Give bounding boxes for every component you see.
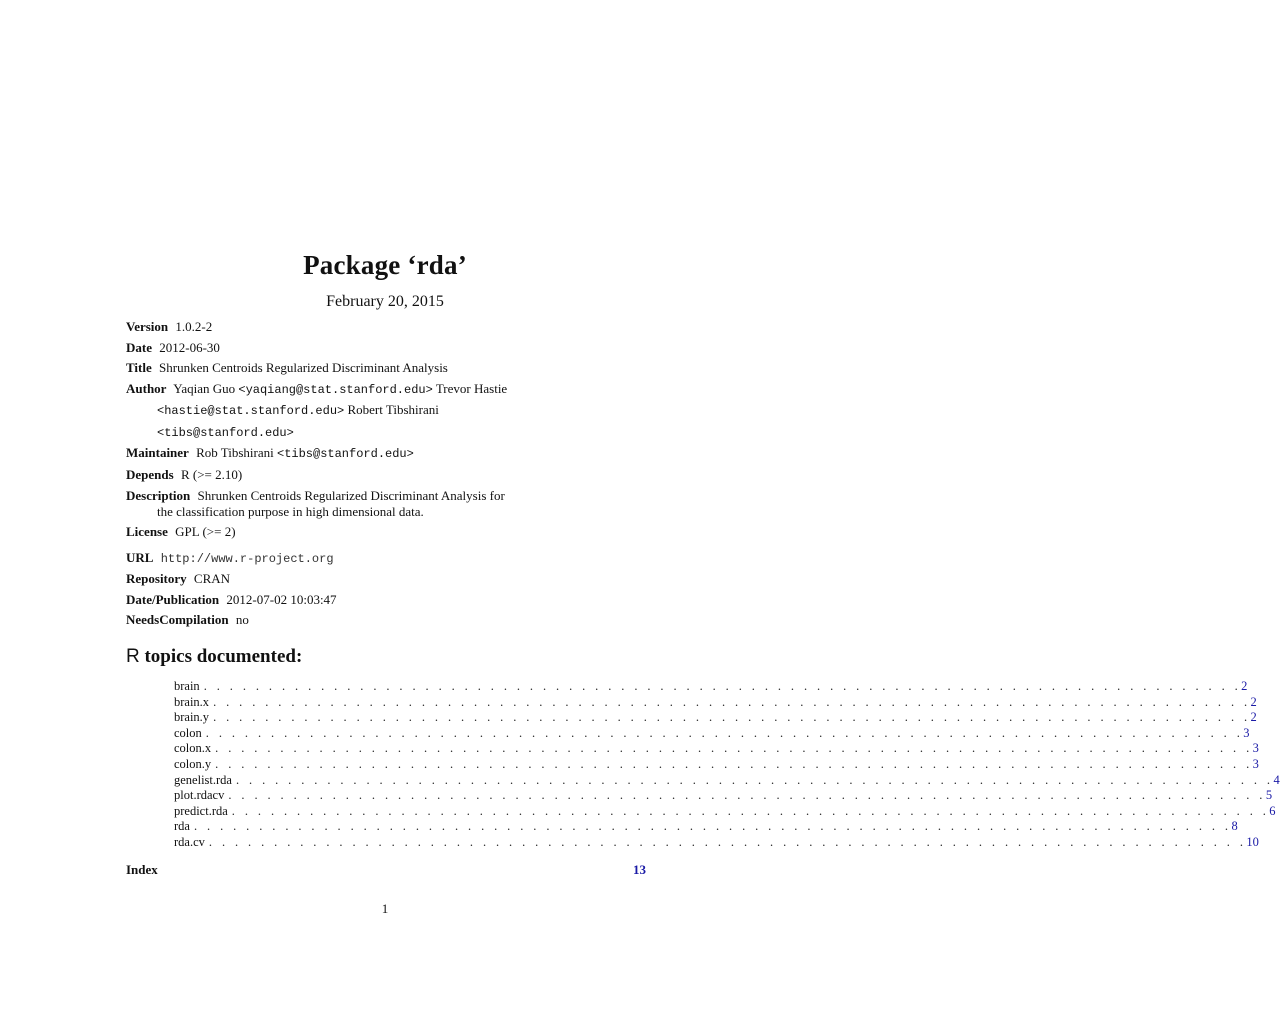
toc-leader-dots: . . . . . . . . . . . . . . . . . . . . . . . . . . . . . . . . . . . . . . . . . . . . . . . . . . . . . . . . . . . . . . . . . . . . . . . . . . . . . . . . — [215, 741, 1253, 756]
field-value: Shrunken Centroids Regularized Discriminant Analysis — [159, 360, 448, 375]
toc-page-link[interactable]: 4 — [1273, 772, 1280, 787]
toc-row[interactable] — [174, 819, 1238, 835]
field-value: 2012-07-02 10:03:47 — [226, 591, 337, 607]
author-email: <tibs@stanford.edu> — [157, 425, 294, 440]
section-heading-text: topics documented: — [139, 646, 303, 667]
toc-row[interactable] — [174, 772, 1280, 789]
field-label: Author — [126, 380, 167, 396]
field-repository — [126, 569, 646, 590]
toc-topic-name[interactable]: predict.rda — [174, 803, 228, 818]
field-title — [126, 358, 646, 379]
toc-page-link[interactable]: 6 — [1269, 803, 1276, 818]
field-description — [126, 485, 646, 522]
toc-page-link[interactable]: 3 — [1243, 725, 1250, 740]
toc-page-link[interactable]: 2 — [1250, 710, 1257, 725]
toc-row[interactable] — [174, 679, 1248, 695]
toc-row[interactable] — [174, 694, 1257, 711]
toc-leader-dots: . . . . . . . . . . . . . . . . . . . . . . . . . . . . . . . . . . . . . . . . . . . . . . . . . . . . . . . . . . . . . . . . . . . . . . . . . . . . . . . . — [208, 834, 1247, 849]
toc-topic-name[interactable]: brain — [174, 679, 200, 693]
field-label: Title — [126, 360, 152, 375]
field-maintainer — [126, 443, 646, 465]
description-line: Shrunken Centroids Regularized Discriminant Analysis for — [197, 488, 505, 503]
toc-topic-name[interactable]: brain.x — [174, 694, 210, 709]
toc-leader-dots: . . . . . . . . . . . . . . . . . . . . . . . . . . . . . . . . . . . . . . . . . . . . . . . . . . . . . . . . . . . . . . . . . . . . . . . . . . . . . . . . — [213, 694, 1251, 709]
field-value: CRAN — [193, 571, 231, 586]
index-page-link[interactable]: 13 — [633, 862, 646, 877]
field-value: R (>= 2.10) — [180, 466, 243, 482]
toc-topic-name[interactable]: rda.cv — [174, 834, 205, 849]
field-label: Date — [126, 339, 152, 355]
toc-leader-dots: . . . . . . . . . . . . . . . . . . . . . . . . . . . . . . . . . . . . . . . . . . . . . . . . . . . . . . . . . . . . . . . . . . . . . . . . . . . . . . . . — [231, 803, 1270, 818]
field-url — [126, 548, 646, 570]
field-value: 2012-06-30 — [159, 339, 220, 355]
field-label: URL — [126, 549, 154, 565]
toc-topic-name[interactable]: genelist.rda — [174, 772, 232, 787]
field-date — [126, 338, 646, 359]
field-label: NeedsCompilation — [126, 612, 229, 627]
field-version — [126, 317, 646, 338]
toc-topic-name[interactable]: plot.rdacv — [174, 788, 225, 803]
toc-page-link[interactable]: 3 — [1252, 741, 1259, 756]
author-line — [126, 422, 646, 444]
toc-page-link[interactable]: 2 — [1241, 679, 1248, 693]
field-label: Maintainer — [126, 445, 189, 460]
field-value: no — [235, 612, 249, 627]
field-label: License — [126, 524, 168, 539]
index-row[interactable] — [126, 862, 646, 878]
page-title: Package ‘rda’ — [303, 250, 467, 280]
author-email: <yaqiang@stat.stanford.edu> — [238, 382, 433, 397]
field-needs-compilation — [126, 610, 646, 631]
toc-leader-dots: . . . . . . . . . . . . . . . . . . . . . . . . . . . . . . . . . . . . . . . . . . . . . . . . . . . . . . . . . . . . . . . . . . . . . . . . . . . . . . . . — [235, 772, 1274, 787]
field-author — [126, 379, 646, 444]
toc-row[interactable] — [174, 803, 1276, 820]
field-label: Repository — [126, 571, 187, 586]
toc-row[interactable] — [174, 834, 1259, 851]
r-logo-text: R — [126, 646, 140, 667]
toc-topic-name[interactable]: colon — [174, 725, 202, 740]
toc-page-link[interactable]: 3 — [1252, 756, 1259, 771]
toc-row[interactable] — [174, 710, 1257, 726]
field-publication — [126, 590, 646, 611]
toc-topic-name[interactable]: brain.y — [174, 710, 210, 725]
toc-row[interactable] — [174, 741, 1259, 757]
toc-page-link[interactable]: 8 — [1231, 819, 1238, 834]
author-email: <hastie@stat.stanford.edu> — [157, 404, 345, 418]
toc-topic-name[interactable]: rda — [174, 819, 190, 834]
toc-page-link[interactable]: 2 — [1250, 694, 1257, 709]
package-date: February 20, 2015 — [326, 293, 444, 310]
page-number: 1 — [381, 901, 389, 916]
field-label: Version — [126, 319, 169, 334]
field-label: Depends — [126, 466, 174, 482]
maintainer-email: <tibs@stanford.edu> — [277, 447, 414, 461]
author-name: Trevor Hastie — [435, 380, 508, 396]
toc-topic-name[interactable]: colon.x — [174, 741, 212, 756]
toc-topic-name[interactable]: colon.y — [174, 756, 212, 771]
field-license — [126, 522, 646, 543]
toc-row[interactable] — [174, 725, 1250, 742]
author-name: Robert Tibshirani — [347, 402, 439, 417]
field-depends — [126, 465, 646, 486]
toc-leader-dots: . . . . . . . . . . . . . . . . . . . . . . . . . . . . . . . . . . . . . . . . . . . . . . . . . . . . . . . . . . . . . . . . . . . . . . . . . . . . . . . . — [203, 679, 1242, 693]
toc-leader-dots: . . . . . . . . . . . . . . . . . . . . . . . . . . . . . . . . . . . . . . . . . . . . . . . . . . . . . . . . . . . . . . . . . . . . . . . . . . . . . . . . — [228, 788, 1266, 803]
url-link[interactable]: http://www.r-project.org — [160, 551, 334, 566]
author-name: Yaqian Guo — [173, 380, 236, 396]
toc-row[interactable] — [174, 788, 1273, 804]
topics-list — [174, 679, 1280, 851]
toc-page-link[interactable]: 5 — [1265, 788, 1273, 803]
field-value: GPL (>= 2) — [175, 524, 236, 539]
author-line — [126, 400, 646, 422]
section-heading — [126, 646, 302, 668]
toc-leader-dots: . . . . . . . . . . . . . . . . . . . . . . . . . . . . . . . . . . . . . . . . . . . . . . . . . . . . . . . . . . . . . . . . . . . . . . . . . . . . . . . . — [193, 819, 1232, 834]
toc-page-link[interactable]: 10 — [1246, 834, 1259, 849]
package-fields — [126, 317, 646, 631]
toc-leader-dots: . . . . . . . . . . . . . . . . . . . . . . . . . . . . . . . . . . . . . . . . . . . . . . . . . . . . . . . . . . . . . . . . . . . . . . . . . . . . . . . . — [205, 725, 1244, 740]
index-label: Index — [126, 862, 158, 877]
maintainer-name: Rob Tibshirani — [196, 445, 274, 460]
description-line: the classification purpose in high dimensional data. — [157, 503, 424, 519]
toc-leader-dots: . . . . . . . . . . . . . . . . . . . . . . . . . . . . . . . . . . . . . . . . . . . . . . . . . . . . . . . . . . . . . . . . . . . . . . . . . . . . . . . . — [215, 756, 1253, 771]
toc-leader-dots: . . . . . . . . . . . . . . . . . . . . . . . . . . . . . . . . . . . . . . . . . . . . . . . . . . . . . . . . . . . . . . . . . . . . . . . . . . . . . . . . — [213, 710, 1251, 725]
field-label: Description — [126, 488, 191, 503]
field-label: Date/Publication — [126, 591, 220, 607]
toc-row[interactable] — [174, 756, 1259, 773]
field-value: 1.0.2-2 — [175, 319, 213, 334]
